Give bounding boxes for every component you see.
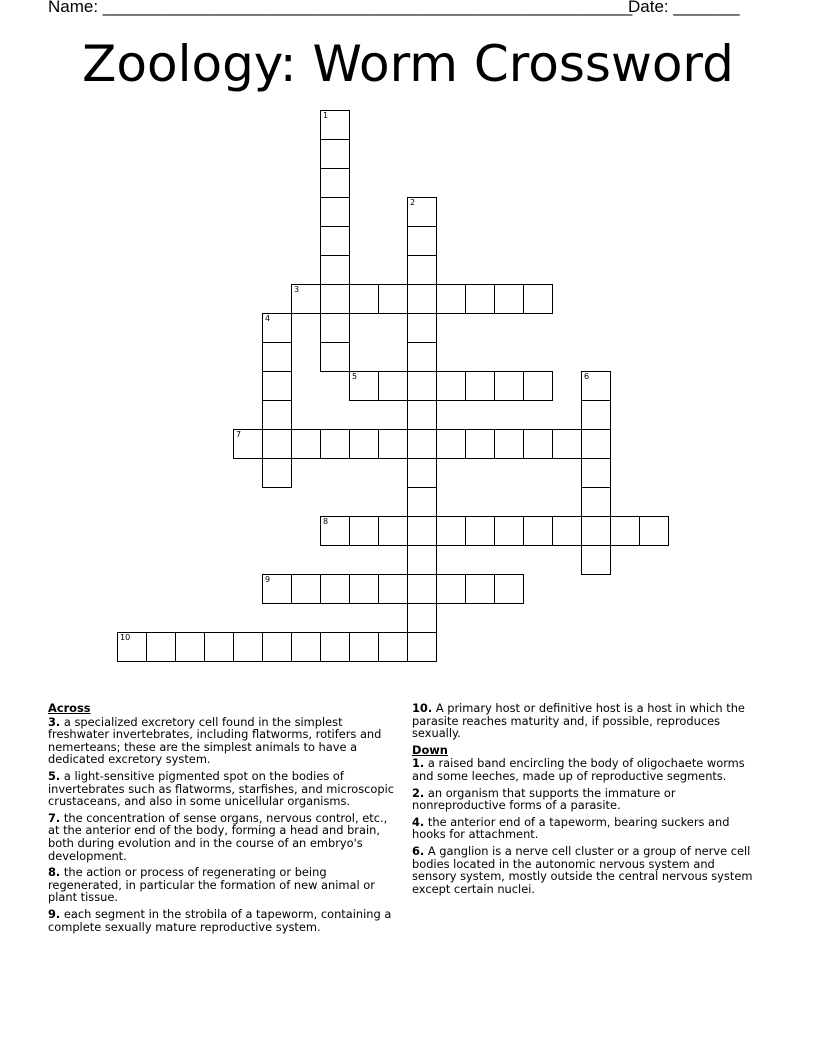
- crossword-cell[interactable]: [320, 197, 350, 227]
- clue-number: 1.: [412, 756, 425, 771]
- crossword-cell[interactable]: [320, 342, 350, 372]
- crossword-cell[interactable]: [320, 139, 350, 169]
- crossword-cell[interactable]: [552, 516, 582, 546]
- crossword-cell[interactable]: [407, 255, 437, 285]
- crossword-cell[interactable]: [436, 371, 466, 401]
- clue-number: 10.: [412, 701, 433, 715]
- crossword-cell[interactable]: [494, 574, 524, 604]
- crossword-cell[interactable]: [262, 458, 292, 488]
- clue-number: 2.: [412, 785, 425, 800]
- crossword-cell[interactable]: [175, 632, 205, 662]
- crossword-cell[interactable]: [581, 545, 611, 575]
- across-clues-column: [48, 702, 400, 937]
- crossword-cell[interactable]: [320, 255, 350, 285]
- crossword-cell[interactable]: [320, 632, 350, 662]
- crossword-cell[interactable]: [378, 284, 408, 314]
- crossword-cell[interactable]: [349, 429, 379, 459]
- crossword-cell[interactable]: [349, 574, 379, 604]
- cell-number: 5: [352, 372, 358, 381]
- clue-text: A ganglion is a nerve cell cluster or a group of nerve cell bodies located in the autonomic nervous system and sensory system, mostly outside the central nervous system except certain nuclei.: [412, 843, 753, 896]
- crossword-cell[interactable]: [494, 284, 524, 314]
- clue-across-5: [48, 770, 400, 808]
- crossword-cell[interactable]: [407, 226, 437, 256]
- cell-number: 9: [265, 575, 271, 584]
- crossword-cell[interactable]: [407, 603, 437, 633]
- crossword-cell[interactable]: [436, 284, 466, 314]
- crossword-cell[interactable]: [465, 371, 495, 401]
- clue-text: the concentration of sense organs, nervous control, etc., at the anterior end of the body, forming a head and brain, both during evolution and in the course of an embryo's development.: [48, 810, 388, 863]
- clue-text: A primary host or definitive host is a host in which the parasite reaches maturity and, if possible, reproduces sexually.: [412, 701, 745, 741]
- cell-number: 8: [323, 517, 329, 526]
- crossword-cell[interactable]: [523, 429, 553, 459]
- crossword-cell[interactable]: [291, 284, 321, 314]
- crossword-cell[interactable]: [233, 429, 263, 459]
- crossword-cell[interactable]: [320, 168, 350, 198]
- clue-across-10: [412, 702, 762, 740]
- crossword-cell[interactable]: [610, 516, 640, 546]
- down-clues-column: [412, 702, 762, 899]
- crossword-cell[interactable]: [407, 197, 437, 227]
- crossword-cell[interactable]: [407, 516, 437, 546]
- clue-number: 8.: [48, 865, 61, 880]
- crossword-cell[interactable]: [378, 516, 408, 546]
- down-heading: Down: [412, 742, 448, 757]
- clue-text: each segment in the strobila of a tapeworm, containing a complete sexually mature reproductive system.: [48, 906, 392, 934]
- clue-number: 9.: [48, 906, 61, 921]
- clue-down-6: [412, 845, 762, 895]
- crossword-cell[interactable]: [320, 574, 350, 604]
- clue-across-8: [48, 866, 400, 904]
- cell-number: 6: [584, 372, 590, 381]
- crossword-cell[interactable]: [407, 545, 437, 575]
- crossword-cell[interactable]: [378, 371, 408, 401]
- cell-number: 10: [120, 633, 131, 642]
- cell-number: 7: [236, 430, 242, 439]
- crossword-cell[interactable]: [291, 429, 321, 459]
- crossword-cell[interactable]: [407, 400, 437, 430]
- page-title: Zoology: Worm Crossword: [82, 35, 734, 93]
- crossword-cell[interactable]: [407, 313, 437, 343]
- crossword-cell[interactable]: [378, 574, 408, 604]
- cell-number: 1: [323, 111, 329, 120]
- crossword-cell[interactable]: [320, 516, 350, 546]
- crossword-cell[interactable]: [349, 632, 379, 662]
- crossword-cell[interactable]: [262, 400, 292, 430]
- clue-text: an organism that supports the immature or nonreproductive forms of a parasite.: [412, 785, 676, 813]
- crossword-cell[interactable]: [349, 516, 379, 546]
- clue-across-7: [48, 812, 400, 862]
- cell-number: 4: [265, 314, 271, 323]
- crossword-cell[interactable]: [581, 429, 611, 459]
- clue-down-2: [412, 787, 762, 812]
- crossword-cell[interactable]: [436, 516, 466, 546]
- crossword-cell[interactable]: [465, 574, 495, 604]
- clue-number: 7.: [48, 810, 61, 825]
- clue-number: 6.: [412, 843, 425, 858]
- clue-across-9: [48, 908, 400, 933]
- crossword-cell[interactable]: [494, 516, 524, 546]
- clue-text: a light-sensitive pigmented spot on the bodies of invertebrates such as flatworms, starfishes, and microscopic crustaceans, and also in some unicellular organisms.: [48, 768, 395, 809]
- crossword-cell[interactable]: [291, 574, 321, 604]
- crossword-cell[interactable]: [581, 458, 611, 488]
- crossword-cell[interactable]: [320, 226, 350, 256]
- crossword-cell[interactable]: [407, 342, 437, 372]
- clue-number: 4.: [412, 814, 425, 829]
- clue-across-3: [48, 716, 400, 766]
- clue-text: a specialized excretory cell found in the simplest freshwater invertebrates, including flatworms, rotifers and nemerteans; these are the simplest animals to have a dedicated excretory system.: [48, 714, 382, 767]
- crossword-cell[interactable]: [262, 574, 292, 604]
- crossword-cell[interactable]: [349, 284, 379, 314]
- across-heading: Across: [48, 701, 91, 715]
- crossword-cell[interactable]: [465, 284, 495, 314]
- crossword-cell[interactable]: [378, 429, 408, 459]
- crossword-cell[interactable]: [552, 429, 582, 459]
- crossword-cell[interactable]: [523, 371, 553, 401]
- crossword-cell[interactable]: [320, 313, 350, 343]
- clue-number: 3.: [48, 714, 61, 729]
- crossword-cell[interactable]: [320, 429, 350, 459]
- crossword-cell[interactable]: [262, 313, 292, 343]
- crossword-cell[interactable]: [581, 516, 611, 546]
- clue-down-4: [412, 816, 762, 841]
- crossword-cell[interactable]: [407, 632, 437, 662]
- crossword-cell[interactable]: [465, 516, 495, 546]
- crossword-cell[interactable]: [494, 429, 524, 459]
- crossword-cell[interactable]: [204, 632, 234, 662]
- crossword-cell[interactable]: [436, 574, 466, 604]
- crossword-cell[interactable]: [262, 429, 292, 459]
- crossword-cell[interactable]: [262, 632, 292, 662]
- crossword-cell[interactable]: [407, 371, 437, 401]
- clue-text: a raised band encircling the body of oligochaete worms and some leeches, made up of reproductive segments.: [412, 756, 745, 783]
- crossword-cell[interactable]: [523, 516, 553, 546]
- clue-text: the action or process of regenerating or being regenerated, in particular the formation of new animal or plant tissue.: [48, 865, 375, 905]
- crossword-cell[interactable]: [407, 429, 437, 459]
- clue-number: 5.: [48, 768, 61, 783]
- crossword-cell[interactable]: [465, 429, 495, 459]
- crossword-cell[interactable]: [349, 371, 379, 401]
- crossword-cell[interactable]: [146, 632, 176, 662]
- crossword-cell[interactable]: [320, 110, 350, 140]
- crossword-cell[interactable]: [262, 342, 292, 372]
- crossword-cell[interactable]: [523, 284, 553, 314]
- clue-down-1: [412, 757, 762, 782]
- crossword-cell[interactable]: [320, 284, 350, 314]
- date-field[interactable]: Date: _______: [628, 0, 740, 16]
- crossword-cell[interactable]: [494, 371, 524, 401]
- crossword-cell[interactable]: [581, 371, 611, 401]
- crossword-cell[interactable]: [581, 400, 611, 430]
- name-field[interactable]: Name: ________________________________________________________: [48, 0, 633, 16]
- crossword-cell[interactable]: [117, 632, 147, 662]
- cell-number: 3: [294, 285, 300, 294]
- crossword-cell[interactable]: [233, 632, 263, 662]
- crossword-cell[interactable]: [436, 429, 466, 459]
- crossword-cell[interactable]: [291, 632, 321, 662]
- cell-number: 2: [410, 198, 416, 207]
- crossword-cell[interactable]: [407, 574, 437, 604]
- crossword-cell[interactable]: [407, 284, 437, 314]
- crossword-cell[interactable]: [407, 487, 437, 517]
- clue-text: the anterior end of a tapeworm, bearing suckers and hooks for attachment.: [412, 814, 730, 842]
- crossword-cell[interactable]: [378, 632, 408, 662]
- crossword-cell[interactable]: [581, 487, 611, 517]
- crossword-cell[interactable]: [407, 458, 437, 488]
- crossword-cell[interactable]: [262, 371, 292, 401]
- crossword-cell[interactable]: [639, 516, 669, 546]
